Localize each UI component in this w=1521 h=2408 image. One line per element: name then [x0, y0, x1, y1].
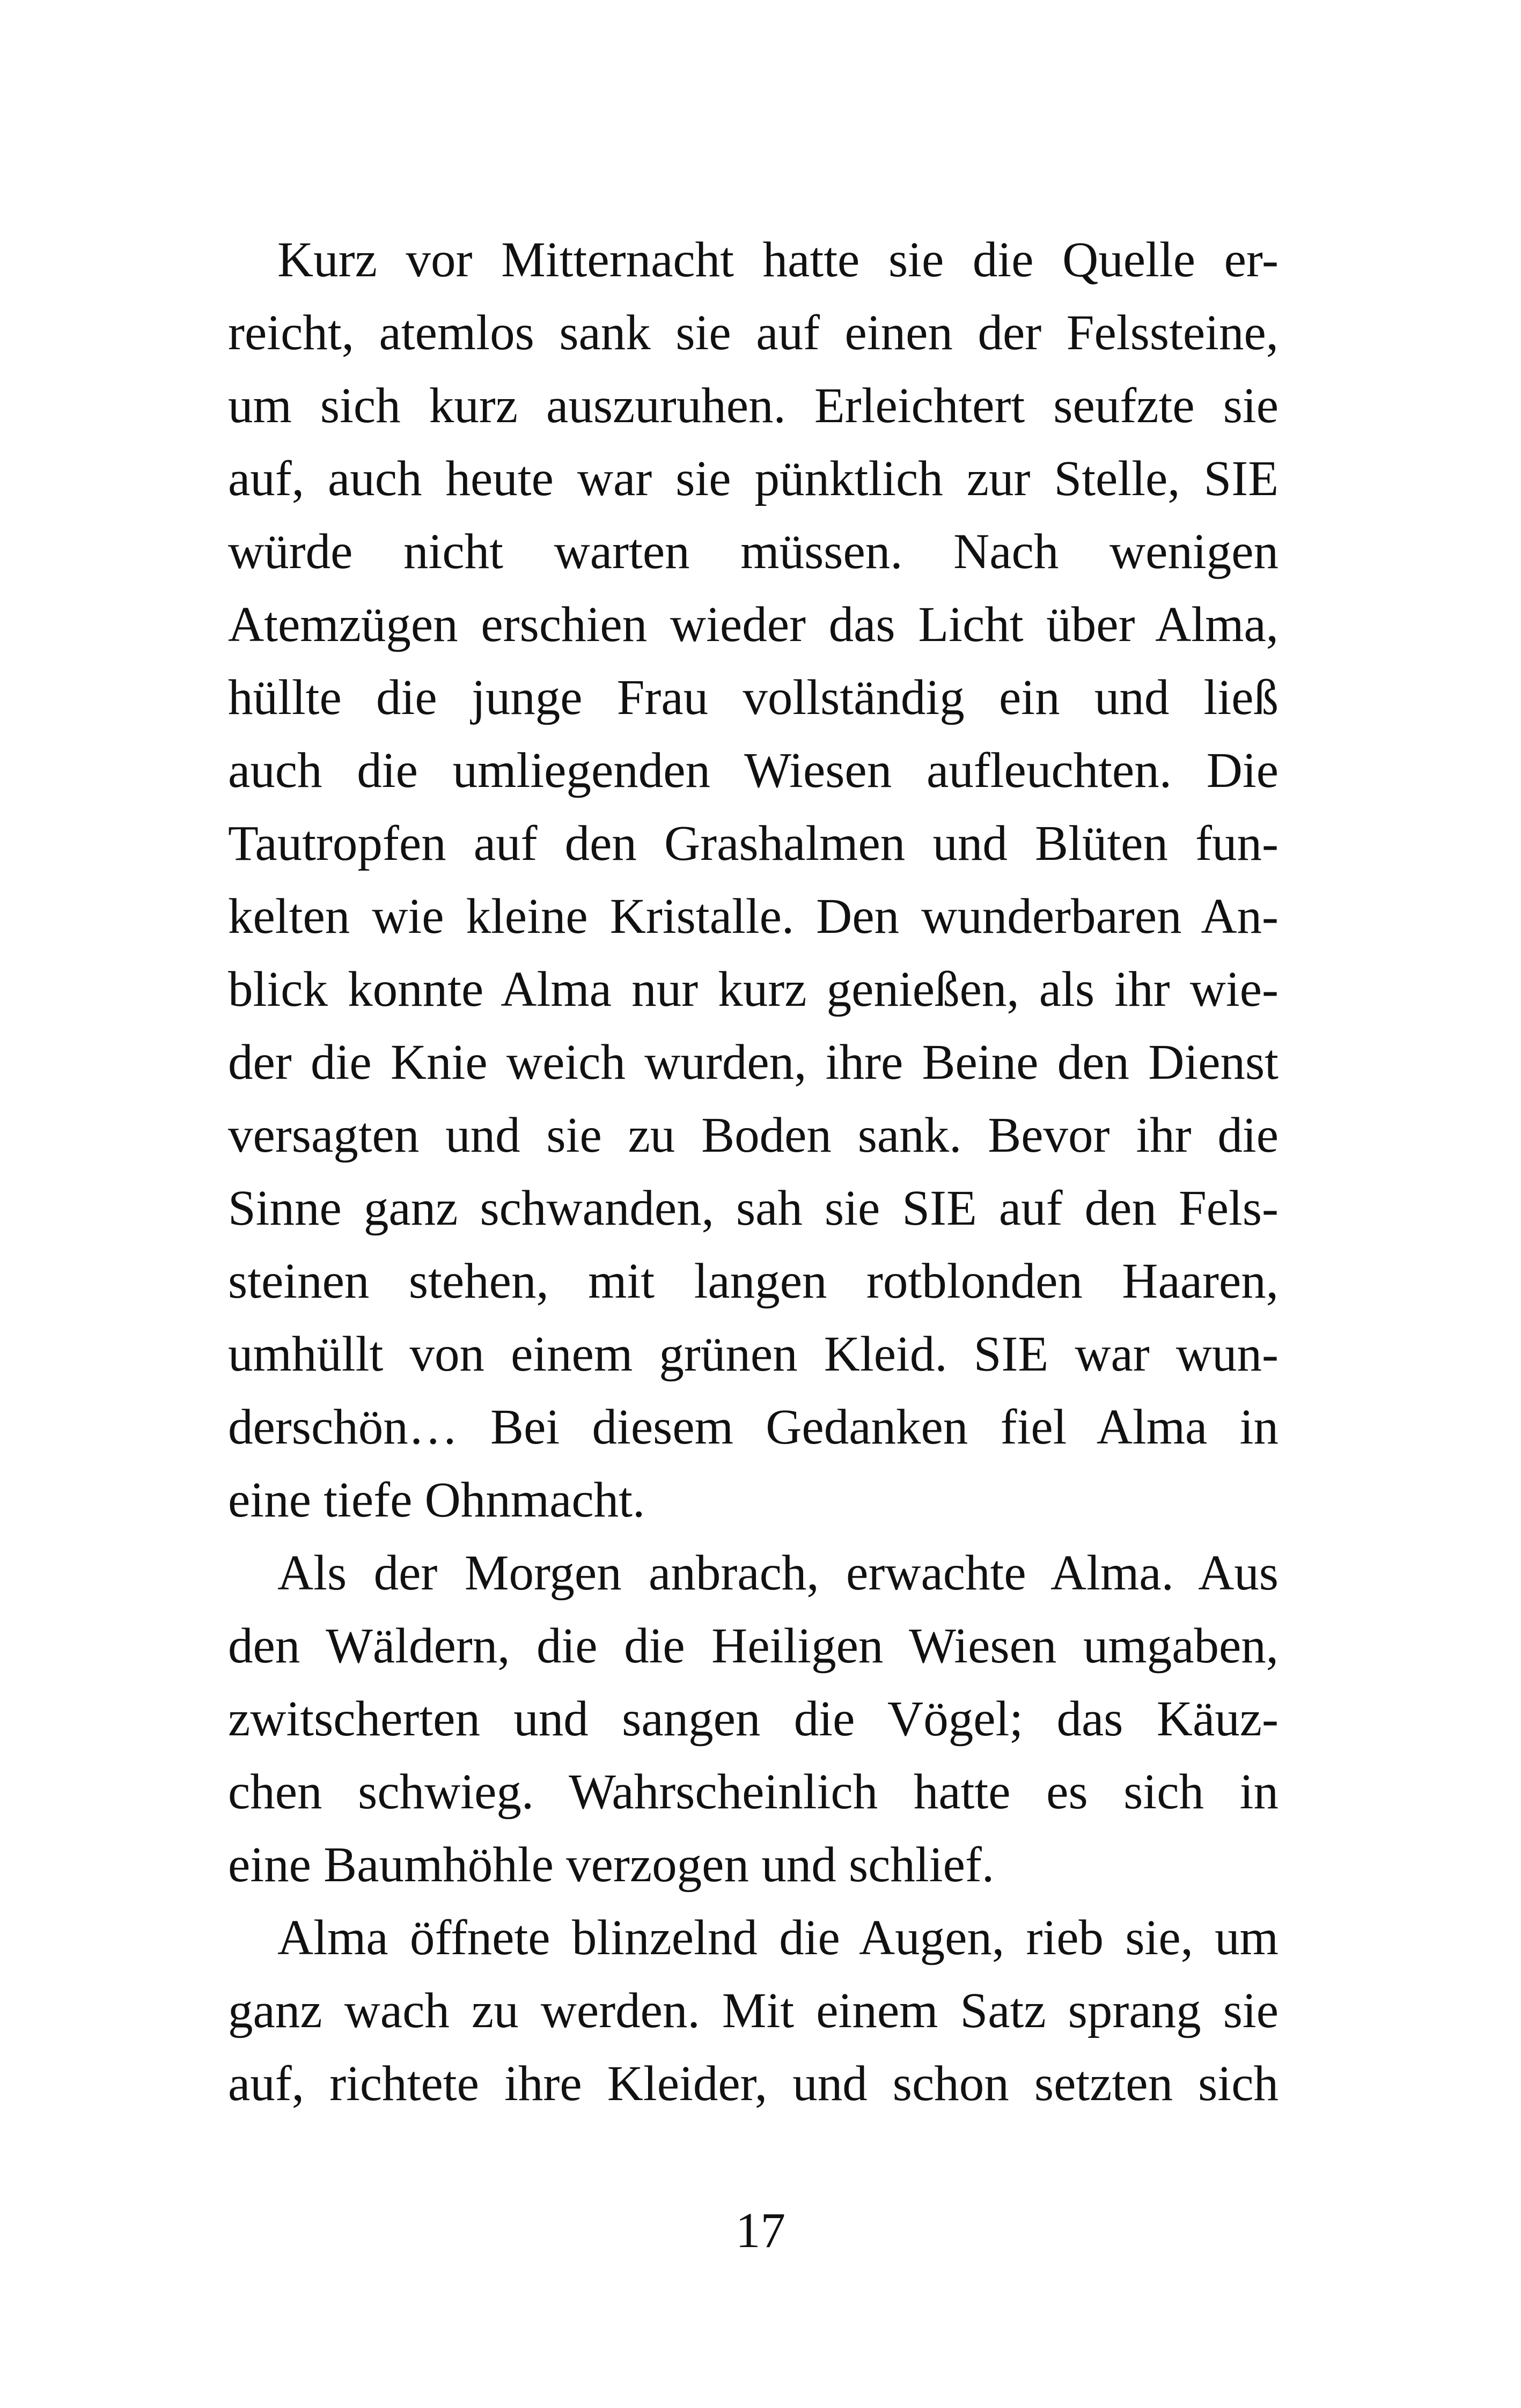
text-line: eine Baumhöhle verzogen und schlief. [228, 1837, 995, 1892]
text-line: kelten wie kleine Kristalle. Den wunderbaren An- [228, 889, 1278, 944]
text-line: der die Knie weich wurden, ihre Beine den Dienst [228, 1035, 1278, 1090]
text-line: versagten und sie zu Boden sank. Bevor ihr die [228, 1108, 1278, 1163]
text-line: umhüllt von einem grünen Kleid. SIE war wun- [228, 1327, 1278, 1382]
text-line: Kurz vor Mitternacht hatte sie die Quelle er- [277, 232, 1278, 288]
text-line: den Wäldern, die die Heiligen Wiesen umgaben, [228, 1618, 1278, 1674]
text-line: Tautropfen auf den Grashalmen und Blüten fun- [228, 816, 1278, 871]
text-line: auch die umliegenden Wiesen aufleuchten. Die [228, 743, 1278, 798]
text-line: hüllte die junge Frau vollständig ein und ließ [228, 670, 1278, 725]
text-line: auf, auch heute war sie pünktlich zur Stelle, SIE [228, 451, 1278, 506]
text-line: eine tiefe Ohnmacht. [228, 1472, 645, 1528]
page-number: 17 [736, 2203, 785, 2258]
text-line: Atemzügen erschien wieder das Licht über Alma, [228, 597, 1278, 652]
text-line: zwitscherten und sangen die Vögel; das Käuz- [228, 1691, 1278, 1747]
text-line: auf, richtete ihre Kleider, und schon setzten sich [228, 2056, 1278, 2111]
text-line: steinen stehen, mit langen rotblonden Haaren, [228, 1254, 1278, 1309]
text-line: Alma öffnete blinzelnd die Augen, rieb sie, um [277, 1910, 1278, 1965]
text-line: derschön… Bei diesem Gedanken fiel Alma in [228, 1400, 1278, 1455]
text-line: ganz wach zu werden. Mit einem Satz sprang sie [228, 1983, 1278, 2038]
text-line: chen schwieg. Wahrscheinlich hatte es sich in [228, 1764, 1278, 1820]
text-line: Sinne ganz schwanden, sah sie SIE auf den Fels- [228, 1181, 1278, 1236]
text-line: um sich kurz auszuruhen. Erleichtert seufzte sie [228, 378, 1278, 433]
text-line: blick konnte Alma nur kurz genießen, als ihr wie- [228, 962, 1278, 1017]
text-line: Als der Morgen anbrach, erwachte Alma. Aus [277, 1545, 1278, 1601]
text-line: würde nicht warten müssen. Nach wenigen [228, 524, 1278, 579]
text-line: reicht, atemlos sank sie auf einen der Felssteine, [228, 305, 1278, 360]
